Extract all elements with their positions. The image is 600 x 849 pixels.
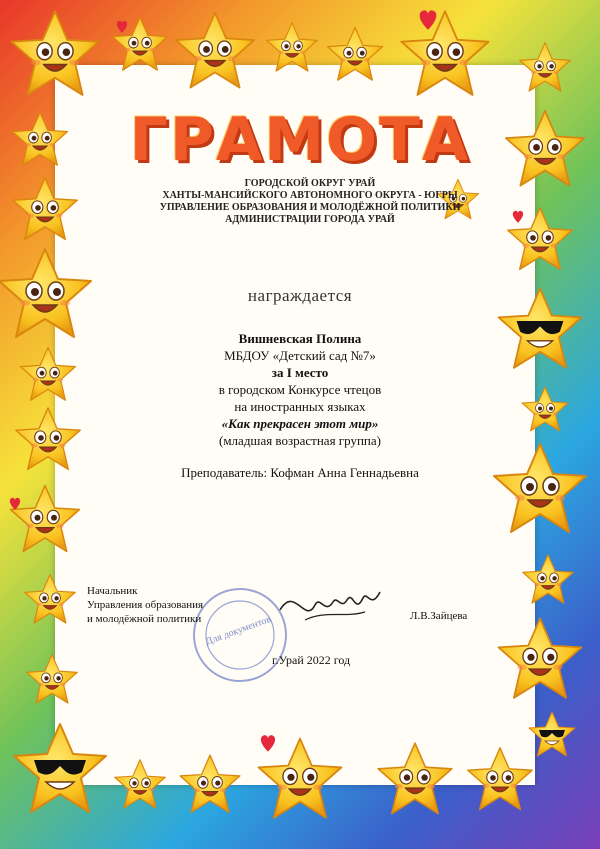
star-icon — [180, 755, 240, 812]
star-icon — [378, 743, 452, 813]
contest-line: на иностранных языках — [234, 399, 366, 414]
signer-title — [87, 584, 203, 626]
star-icon — [20, 347, 75, 400]
awarded-label: награждается — [247, 286, 353, 305]
star-icon — [16, 408, 80, 470]
star-icon — [267, 23, 318, 71]
star-icon — [520, 43, 571, 91]
heart-icon — [420, 10, 437, 30]
stamp-text: Для документов — [204, 613, 273, 648]
star-icon — [176, 13, 254, 88]
star-icon — [11, 486, 80, 552]
institution: МБДОУ «Детский сад №7» — [224, 348, 376, 363]
issuer-line: АДМИНИСТРАЦИИ ГОРОДА УРАЙ — [225, 214, 395, 225]
star-icon — [259, 739, 342, 818]
star-icon — [27, 655, 78, 703]
star-icon — [499, 619, 582, 698]
star-icon — [529, 712, 575, 756]
contest-name: «Как прекрасен этот мир» — [221, 416, 379, 431]
signer-title-line: и молодёжной политики — [87, 613, 202, 625]
star-icon — [11, 11, 98, 95]
issuer-line: ГОРОДСКОЙ ОКРУГ УРАЙ — [244, 178, 376, 189]
teacher: Преподаватель: Кофман Анна Геннадьевна — [181, 465, 419, 480]
contest-line: в городском Конкурсе чтецов — [218, 382, 382, 397]
star-icon — [13, 178, 77, 240]
signature — [275, 580, 385, 630]
star-icon — [14, 724, 106, 812]
age-group: (младшая возрастная группа) — [219, 433, 381, 448]
heart-icon — [117, 21, 127, 33]
place: за I место — [271, 365, 329, 380]
star-icon — [401, 11, 488, 95]
issuer-line: УПРАВЛЕНИЕ ОБРАЗОВАНИЯ И МОЛОДЁЖНОЙ ПОЛИТИКИ — [159, 202, 461, 213]
star-icon — [522, 387, 568, 431]
award-body — [150, 330, 450, 449]
star-icon — [115, 760, 166, 808]
signer-title-line: Начальник — [87, 585, 138, 597]
star-icon — [25, 575, 76, 623]
signer-name: Л.В.Зайцева — [410, 610, 468, 622]
city-year: г.Урай 2022 год — [272, 653, 351, 667]
issuer-header — [150, 178, 470, 226]
heart-icon — [513, 211, 523, 223]
heart-icon — [261, 735, 275, 752]
recipient-name: Вишневская Полина — [238, 331, 362, 346]
star-icon — [327, 27, 382, 80]
star-icon — [494, 444, 586, 532]
signer-title-line: Управления образования — [87, 599, 204, 611]
certificate-title: ГРАМОТА — [129, 105, 471, 175]
issuer-line: ХАНТЫ-МАНСИЙСКОГО АВТОНОМНОГО ОКРУГА - ЮГРЫ — [162, 190, 458, 201]
star-icon — [523, 555, 574, 603]
heart-icon — [10, 498, 20, 510]
star-icon — [468, 748, 532, 810]
